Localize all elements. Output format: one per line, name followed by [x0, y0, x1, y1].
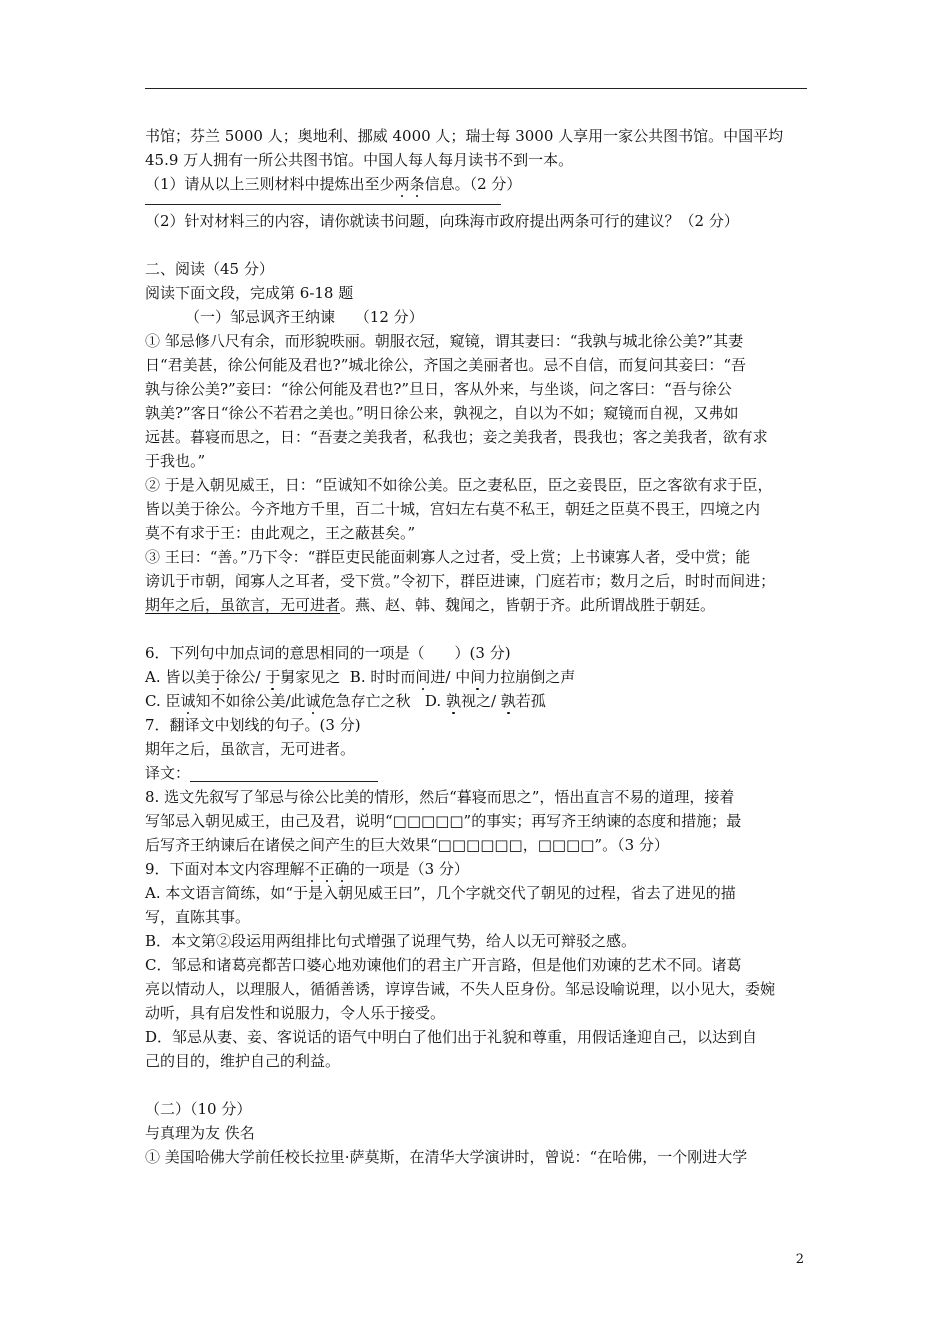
- passage-line: ③ 王曰：“善。”乃下令：“群臣吏民能面刺寡人之过者，受上赏；上书谏寡人者，受中赏；能: [145, 548, 751, 566]
- passage-line: 孰美?”客日“徐公不若君之美也。”明日徐公来，孰视之，自以为不如；窥镜而自视，又弗如: [145, 404, 739, 422]
- underlined-sentence: 期年之后，虽欲言，无可进者: [145, 596, 341, 614]
- passage-line: 莫不有求于王：由此观之，王之蔽甚矣。”: [145, 524, 416, 542]
- passage-2-title: （二）（10 分）: [145, 1100, 252, 1118]
- emphasis-char: 两: [394, 175, 410, 193]
- emphasis-char: 孰: [445, 692, 461, 710]
- document-body: [145, 124, 810, 1169]
- section-heading: 二、阅读（45 分）: [145, 260, 274, 278]
- question-9: 9．下面对本文内容理解不正确的一项是（3 分）: [145, 860, 469, 878]
- question-8-line: 8. 选文先叙写了邹忌与徐公比美的情形，然后“暮寝而思之”，悟出直言不易的道理，接着: [145, 788, 735, 806]
- question-7: 7．翻译文中划线的句子。(3 分): [145, 716, 361, 734]
- question-9-option: 己的目的，维护自己的利益。: [145, 1052, 341, 1070]
- question-9-option: D．邹忌从妻、妾、客说话的语气中明白了他们出于礼貌和尊重，用假话逢迎自己，以达到自: [145, 1028, 758, 1046]
- page-number: 2: [795, 1252, 804, 1267]
- question-1: （1）请从以上三则材料中提炼出至少两条信息。（2 分）: [145, 175, 522, 193]
- question-9-option: A. 本文语言简练，如“于是入朝见威王曰”，几个字就交代了朝见的过程，省去了进见的描: [145, 884, 736, 902]
- question-7-sentence: 期年之后，虽欲言，无可进者。: [145, 740, 356, 758]
- emphasis-char: 确: [334, 860, 350, 878]
- passage-title: （一）邹忌讽齐王纳谏 （12 分）: [185, 308, 424, 326]
- emphasis-char: 诚: [305, 692, 321, 710]
- translation-row: [145, 761, 810, 785]
- question-8-line: 后写齐王纳谏后在诸侯之间产生的巨大效果“□□□□□□，□□□□”。（3 分）: [145, 836, 669, 854]
- question-9-option: 亮以情动人，以理服人，循循善诱，谆谆告诫，不失人臣身份。邹忌设喻说理，以小见大，委婉: [145, 980, 776, 998]
- question-6-options-cd: C. 臣诚知不如徐公美/此诚危急存亡之秋 D. 孰视之/ 孰若孤: [145, 692, 546, 710]
- reading-instruction: 阅读下面文段，完成第 6-18 题: [145, 284, 354, 302]
- passage-2-subtitle: 与真理为友 佚名: [145, 1124, 255, 1142]
- emphasis-char: 条: [409, 175, 425, 193]
- question-6: 6．下列句中加点词的意思相同的一项是（ ）(3 分): [145, 644, 511, 662]
- emphasis-char: 孰: [500, 692, 516, 710]
- emphasis-char: 正: [319, 860, 335, 878]
- translation-blank[interactable]: [190, 765, 378, 782]
- material-line: 书馆；芬兰 5000 人；奥地利、挪威 4000 人；瑞士每 3000 人享用一家公共图书馆。中国平均: [145, 127, 784, 145]
- material-line: 45.9 万人拥有一所公共图书馆。中国人每人每月读书不到一本。: [145, 151, 574, 169]
- passage-line: 日“君美甚，徐公何能及君也?”城北徐公，齐国之美丽者也。忌不自信，而复问其妾曰：“吾: [145, 356, 747, 374]
- header-rule: [145, 88, 807, 89]
- passage-line: 皆以美于徐公。今齐地方千里，百二十城，宫妇左右莫不私王，朝廷之臣莫不畏王，四境之内: [145, 500, 761, 518]
- emphasis-char: 不: [304, 860, 320, 878]
- passage-line: 于我也。”: [145, 452, 206, 470]
- passage-line: 远甚。暮寝而思之，日：“吾妻之美我者，私我也；妾之美我者，畏我也；客之美我者，欲有求: [145, 428, 768, 446]
- question-2: （2）针对材料三的内容，请你就读书问题，向珠海市政府提出两条可行的建议？（2 分）: [145, 212, 739, 230]
- passage-line: ① 邹忌修八尺有余，而形貌昳丽。朝服衣冠，窥镜，谓其妻曰：“我孰与城北徐公美?”其妻: [145, 332, 744, 350]
- emphasis-char: 于: [210, 668, 226, 686]
- emphasis-char: 诚: [180, 692, 196, 710]
- translation-label: 译文：: [145, 764, 191, 782]
- passage-line: 谤讥于市朝，闻寡人之耳者，受下赏。”令初下，群臣进谏，门庭若市；数月之后，时时而间进；: [145, 572, 776, 590]
- emphasis-char: 间: [415, 668, 431, 686]
- question-8-line: 写邹忌入朝见威王，由己及君，说明“□□□□□”的事实；再写齐王纳谏的态度和措施；最: [145, 812, 742, 830]
- emphasis-char: 间: [470, 668, 486, 686]
- question-9-option: C．邹忌和诸葛亮都苦口婆心地劝谏他们的君主广开言路，但是他们劝谏的艺术不同。诸葛: [145, 956, 742, 974]
- question-9-option: 动听，具有启发性和说服力，令人乐于接受。: [145, 1004, 446, 1022]
- question-9-option: 写，直陈其事。: [145, 908, 251, 926]
- passage-line: ① 美国哈佛大学前任校长拉里·萨莫斯，在清华大学演讲时，曾说：“在哈佛，一个刚进大学: [145, 1148, 748, 1166]
- passage-line: ② 于是入朝见威王，日：“臣诚知不如徐公美。臣之妻私臣，臣之妾畏臣，臣之客欲有求于臣，: [145, 476, 773, 494]
- emphasis-char: 于: [265, 668, 281, 686]
- answer-line[interactable]: [145, 204, 501, 205]
- passage-line: 孰与徐公美?”妾曰：“徐公何能及君也?”旦日，客从外来，与坐谈，问之客曰：“吾与徐公: [145, 380, 732, 398]
- passage-line: 期年之后，虽欲言，无可进者。燕、赵、韩、魏闻之，皆朝于齐。此所谓战胜于朝廷。: [145, 596, 716, 614]
- question-9-option: B．本文第②段运用两组排比句式增强了说理气势，给人以无可辩驳之感。: [145, 932, 637, 950]
- question-6-options-ab: A. 皆以美于徐公/ 于舅家见之 B. 时时而间进/ 中间力拉崩倒之声: [145, 668, 576, 686]
